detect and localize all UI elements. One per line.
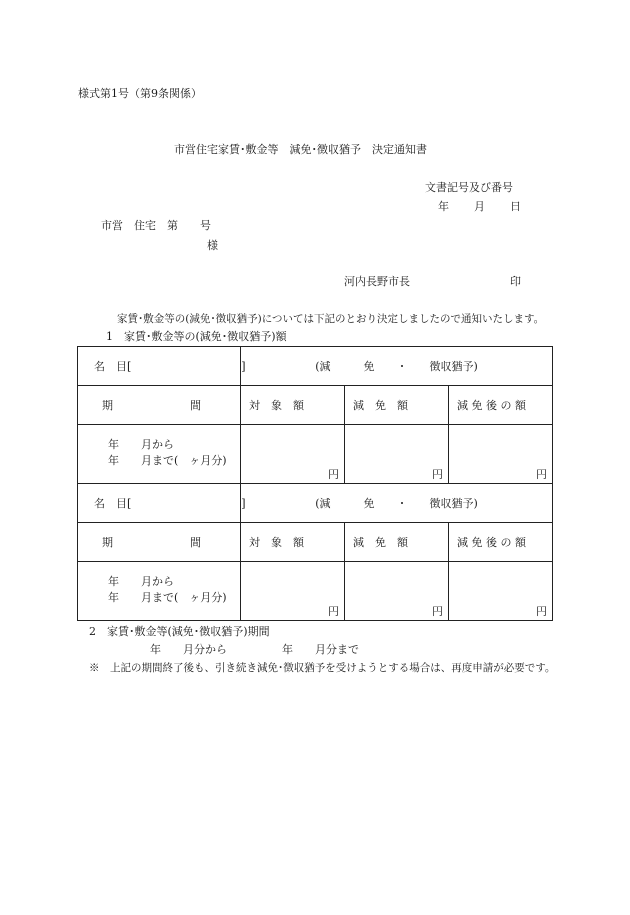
reduction-amount-cell bbox=[345, 425, 449, 484]
date-day: 日 bbox=[510, 200, 521, 213]
period-until: 年 月まで( ヶ月分) bbox=[108, 591, 227, 604]
period-from: 年 月から bbox=[108, 575, 174, 588]
reduction-amount-label: 減 免 額 bbox=[353, 398, 408, 412]
reduction-amount-label: 減 免 額 bbox=[353, 535, 408, 549]
after-reduction-header bbox=[449, 523, 553, 562]
period-from: 年 月から bbox=[108, 438, 174, 451]
section2-period: 年 月分から 年 月分まで bbox=[150, 643, 359, 656]
recipient-housing: 市営 住宅 第 号 bbox=[101, 219, 211, 232]
target-amount-cell bbox=[241, 562, 345, 621]
target-amount-header bbox=[241, 523, 345, 562]
section1-title: 1 家賃･敷金等の(減免･徴収猶予)額 bbox=[106, 330, 287, 343]
item-name-label: 名 目[ ] bbox=[94, 359, 246, 373]
target-amount-header bbox=[241, 386, 345, 425]
yen-unit: 円 bbox=[432, 605, 443, 618]
intro-text: 家賃･敷金等の(減免･徴収猶予)については下記のとおり決定しましたので通知いたします。 bbox=[117, 313, 545, 325]
date-year: 年 bbox=[438, 200, 449, 213]
document-title: 市営住宅家賃･敷金等 減免･徴収猶予 決定通知書 bbox=[174, 143, 427, 156]
yen-unit: 円 bbox=[328, 468, 339, 481]
period-header: 期 間 bbox=[102, 398, 201, 412]
period-until: 年 月まで( ヶ月分) bbox=[108, 454, 227, 467]
recipient-honorific: 様 bbox=[207, 239, 218, 252]
after-reduction-header bbox=[449, 386, 553, 425]
form-number: 様式第1号（第9条関係） bbox=[78, 87, 202, 100]
type-header-cell bbox=[241, 347, 553, 386]
reduction-table-2 bbox=[77, 483, 553, 621]
after-reduction-label: 減 免 後 の 額 bbox=[457, 398, 526, 412]
sender-name: 河内長野市長 bbox=[344, 275, 410, 288]
reduction-table-1 bbox=[77, 346, 553, 484]
after-reduction-cell bbox=[449, 562, 553, 621]
yen-unit: 円 bbox=[328, 605, 339, 618]
document-number-label: 文書記号及び番号 bbox=[425, 181, 513, 194]
seal-mark: 印 bbox=[510, 275, 521, 288]
after-reduction-cell bbox=[449, 425, 553, 484]
type-header: (減 免 ・ 徴収猶予) bbox=[315, 496, 478, 510]
period-header: 期 間 bbox=[102, 535, 201, 549]
item-name-cell bbox=[78, 484, 246, 523]
item-name-label: 名 目[ ] bbox=[94, 496, 246, 510]
target-amount-label: 対 象 額 bbox=[249, 398, 304, 412]
type-header-cell bbox=[241, 484, 553, 523]
period-header-cell bbox=[78, 523, 241, 562]
yen-unit: 円 bbox=[536, 605, 547, 618]
reduction-amount-header bbox=[345, 386, 449, 425]
target-amount-label: 対 象 額 bbox=[249, 535, 304, 549]
target-amount-cell bbox=[241, 425, 345, 484]
period-cell bbox=[78, 425, 241, 484]
after-reduction-label: 減 免 後 の 額 bbox=[457, 535, 526, 549]
yen-unit: 円 bbox=[432, 468, 443, 481]
reduction-amount-cell bbox=[345, 562, 449, 621]
renewal-note: ※ 上記の期間終了後も、引き続き減免･徴収猶予を受けようとする場合は、再度申請が必要です。 bbox=[89, 662, 556, 674]
yen-unit: 円 bbox=[536, 468, 547, 481]
item-name-cell bbox=[78, 347, 246, 386]
date-month: 月 bbox=[474, 200, 485, 213]
reduction-amount-header bbox=[345, 523, 449, 562]
period-header-cell bbox=[78, 386, 241, 425]
section2-title: 2 家賃･敷金等(減免･徴収猶予)期間 bbox=[89, 625, 270, 638]
type-header: (減 免 ・ 徴収猶予) bbox=[315, 359, 478, 373]
period-cell bbox=[78, 562, 241, 621]
